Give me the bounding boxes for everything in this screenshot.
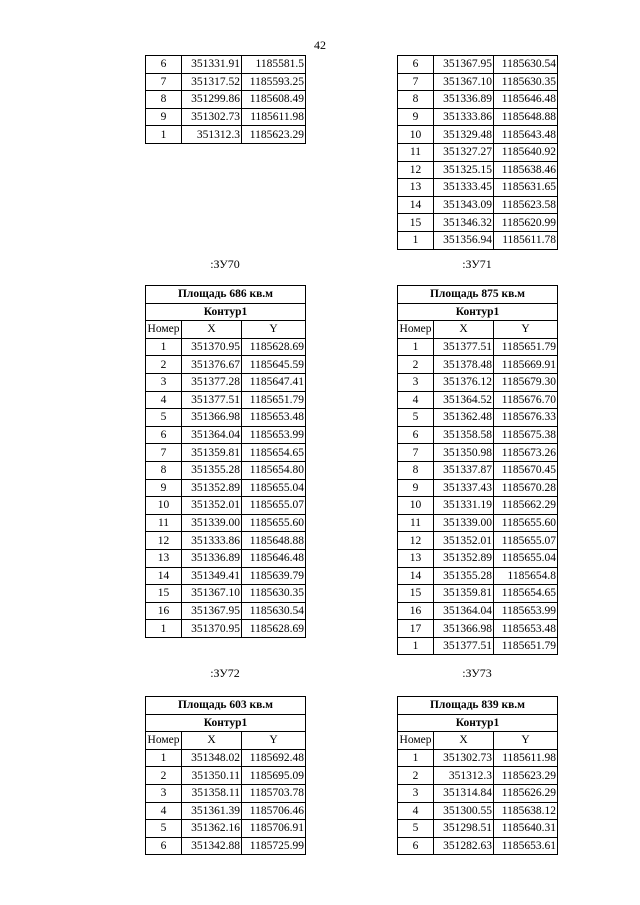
y-coordinate-cell: 1185647.41: [242, 373, 306, 391]
point-number-cell: 1: [146, 338, 182, 356]
y-coordinate-cell: 1185638.12: [494, 802, 558, 820]
y-coordinate-cell: 1185623.58: [494, 196, 558, 214]
table-row: [146, 426, 306, 444]
table-row: [146, 567, 306, 585]
point-number-cell: 5: [146, 409, 182, 427]
x-coordinate-cell: 351367.10: [182, 585, 242, 603]
point-number-cell: 6: [146, 56, 182, 74]
table-row: [146, 73, 306, 91]
point-number-cell: 15: [146, 585, 182, 603]
y-coordinate-cell: 1185655.07: [242, 497, 306, 515]
y-coordinate-cell: 1185653.48: [494, 620, 558, 638]
x-coordinate-cell: 351367.95: [182, 602, 242, 620]
x-coordinate-cell: 351336.89: [182, 549, 242, 567]
x-coordinate-cell: 351343.09: [434, 196, 494, 214]
plot-table-zu71: [397, 285, 558, 655]
y-coordinate-cell: 1185640.31: [494, 820, 558, 838]
y-coordinate-cell: 1185611.98: [242, 108, 306, 126]
point-number-cell: 1: [398, 637, 434, 655]
point-number-cell: 2: [146, 356, 182, 374]
area-row: [146, 697, 306, 715]
table-row: [398, 637, 558, 655]
table-row: [146, 373, 306, 391]
table-row: [398, 231, 558, 249]
contour-row: [398, 303, 558, 321]
table-row: [146, 444, 306, 462]
x-coordinate-cell: 351300.55: [434, 802, 494, 820]
y-coordinate-cell: 1185651.79: [494, 338, 558, 356]
table-row: [146, 461, 306, 479]
table-row: [398, 820, 558, 838]
contour-row: [398, 714, 558, 732]
table-row: [146, 549, 306, 567]
point-number-cell: 3: [398, 373, 434, 391]
x-coordinate-cell: 351325.15: [434, 161, 494, 179]
table-row: [398, 514, 558, 532]
column-header-number: Номер: [398, 321, 434, 339]
table-row: [146, 91, 306, 109]
x-coordinate-cell: 351359.81: [434, 585, 494, 603]
point-number-cell: 7: [146, 444, 182, 462]
column-header-y: Y: [494, 321, 558, 339]
table-row: [398, 126, 558, 144]
y-coordinate-cell: 1185623.29: [242, 126, 306, 144]
point-number-cell: 4: [146, 802, 182, 820]
y-coordinate-cell: 1185653.48: [242, 409, 306, 427]
y-coordinate-cell: 1185670.28: [494, 479, 558, 497]
x-coordinate-cell: 351350.11: [182, 767, 242, 785]
y-coordinate-cell: 1185673.26: [494, 444, 558, 462]
column-header-row: [398, 321, 558, 339]
x-coordinate-cell: 351358.58: [434, 426, 494, 444]
x-coordinate-cell: 351367.95: [434, 56, 494, 74]
y-coordinate-cell: 1185706.91: [242, 820, 306, 838]
table-row: [398, 391, 558, 409]
x-coordinate-cell: 351352.01: [182, 497, 242, 515]
y-coordinate-cell: 1185654.65: [242, 444, 306, 462]
y-coordinate-cell: 1185630.35: [494, 73, 558, 91]
x-coordinate-cell: 351364.52: [434, 391, 494, 409]
column-header-x: X: [434, 732, 494, 750]
point-number-cell: 4: [398, 802, 434, 820]
column-header-x: X: [182, 732, 242, 750]
x-coordinate-cell: 351337.43: [434, 479, 494, 497]
point-number-cell: 6: [146, 837, 182, 855]
y-coordinate-cell: 1185648.88: [494, 108, 558, 126]
table-row: [398, 338, 558, 356]
x-coordinate-cell: 351329.48: [434, 126, 494, 144]
point-number-cell: 4: [398, 391, 434, 409]
table-row: [398, 56, 558, 74]
plot-table-zu70: [145, 285, 306, 638]
point-number-cell: 7: [146, 73, 182, 91]
x-coordinate-cell: 351355.28: [434, 567, 494, 585]
point-number-cell: 5: [398, 820, 434, 838]
point-number-cell: 1: [146, 126, 182, 144]
x-coordinate-cell: 351356.94: [434, 231, 494, 249]
table-row: [146, 602, 306, 620]
table-row: [146, 767, 306, 785]
point-number-cell: 2: [398, 356, 434, 374]
table-row: [146, 514, 306, 532]
x-coordinate-cell: 351378.48: [434, 356, 494, 374]
table-row: [398, 767, 558, 785]
y-coordinate-cell: 1185608.49: [242, 91, 306, 109]
point-number-cell: 14: [398, 567, 434, 585]
y-coordinate-cell: 1185593.25: [242, 73, 306, 91]
column-header-number: Номер: [398, 732, 434, 750]
column-header-x: X: [182, 321, 242, 339]
x-coordinate-cell: 351364.04: [182, 426, 242, 444]
table-row: [398, 497, 558, 515]
x-coordinate-cell: 351367.10: [434, 73, 494, 91]
point-number-cell: 17: [398, 620, 434, 638]
point-number-cell: 11: [398, 143, 434, 161]
x-coordinate-cell: 351302.73: [434, 749, 494, 767]
y-coordinate-cell: 1185692.48: [242, 749, 306, 767]
x-coordinate-cell: 351333.45: [434, 179, 494, 197]
table-row: [398, 461, 558, 479]
coordinates-table-continuation-left: [145, 55, 306, 144]
table-row: [146, 532, 306, 550]
column-header-number: Номер: [146, 321, 182, 339]
table-row: [398, 143, 558, 161]
table-row: [398, 784, 558, 802]
x-coordinate-cell: 351377.51: [434, 338, 494, 356]
table-row: [398, 373, 558, 391]
x-coordinate-cell: 351376.12: [434, 373, 494, 391]
table-row: [146, 620, 306, 638]
x-coordinate-cell: 351355.28: [182, 461, 242, 479]
column-header-row: [146, 321, 306, 339]
x-coordinate-cell: 351333.86: [434, 108, 494, 126]
plot-label-zu72: :ЗУ72: [210, 666, 240, 680]
table-row: [146, 820, 306, 838]
point-number-cell: 3: [146, 784, 182, 802]
x-coordinate-cell: 351312.3: [182, 126, 242, 144]
point-number-cell: 8: [398, 461, 434, 479]
plot-table-zu72: [145, 696, 306, 855]
contour-row: [146, 303, 306, 321]
point-number-cell: 11: [398, 514, 434, 532]
y-coordinate-cell: 1185623.29: [494, 767, 558, 785]
y-coordinate-cell: 1185611.78: [494, 231, 558, 249]
y-coordinate-cell: 1185638.46: [494, 161, 558, 179]
y-coordinate-cell: 1185628.69: [242, 338, 306, 356]
y-coordinate-cell: 1185662.29: [494, 497, 558, 515]
x-coordinate-cell: 351366.98: [182, 409, 242, 427]
table-row: [398, 479, 558, 497]
point-number-cell: 1: [146, 749, 182, 767]
x-coordinate-cell: 351299.86: [182, 91, 242, 109]
table-row: [146, 409, 306, 427]
table-row: [146, 784, 306, 802]
table-row: [398, 108, 558, 126]
y-coordinate-cell: 1185655.04: [494, 549, 558, 567]
point-number-cell: 8: [146, 91, 182, 109]
table-row: [146, 56, 306, 74]
x-coordinate-cell: 351350.98: [434, 444, 494, 462]
coordinates-table-continuation-right: [397, 55, 558, 250]
point-number-cell: 6: [398, 426, 434, 444]
x-coordinate-cell: 351377.51: [182, 391, 242, 409]
point-number-cell: 1: [146, 620, 182, 638]
y-coordinate-cell: 1185630.54: [494, 56, 558, 74]
column-header-y: Y: [242, 732, 306, 750]
page-number: 42: [314, 38, 326, 52]
area-heading: Площадь 603 кв.м: [146, 697, 306, 715]
plot-label-zu70: :ЗУ70: [210, 257, 240, 271]
point-number-cell: 16: [398, 602, 434, 620]
y-coordinate-cell: 1185679.30: [494, 373, 558, 391]
table-row: [398, 161, 558, 179]
table-row: [146, 108, 306, 126]
area-row: [398, 286, 558, 304]
y-coordinate-cell: 1185653.61: [494, 837, 558, 855]
point-number-cell: 6: [398, 56, 434, 74]
point-number-cell: 10: [398, 497, 434, 515]
point-number-cell: 2: [398, 767, 434, 785]
point-number-cell: 9: [398, 108, 434, 126]
y-coordinate-cell: 1185626.29: [494, 784, 558, 802]
x-coordinate-cell: 351358.11: [182, 784, 242, 802]
x-coordinate-cell: 351362.48: [434, 409, 494, 427]
x-coordinate-cell: 351312.3: [434, 767, 494, 785]
x-coordinate-cell: 351370.95: [182, 338, 242, 356]
table-row: [398, 567, 558, 585]
x-coordinate-cell: 351364.04: [434, 602, 494, 620]
point-number-cell: 6: [146, 426, 182, 444]
x-coordinate-cell: 351349.41: [182, 567, 242, 585]
y-coordinate-cell: 1185653.99: [242, 426, 306, 444]
contour-heading: Контур1: [398, 303, 558, 321]
y-coordinate-cell: 1185645.59: [242, 356, 306, 374]
x-coordinate-cell: 351342.88: [182, 837, 242, 855]
x-coordinate-cell: 351376.67: [182, 356, 242, 374]
y-coordinate-cell: 1185655.04: [242, 479, 306, 497]
point-number-cell: 1: [398, 231, 434, 249]
x-coordinate-cell: 351370.95: [182, 620, 242, 638]
column-header-row: [146, 732, 306, 750]
y-coordinate-cell: 1185651.79: [242, 391, 306, 409]
x-coordinate-cell: 351346.32: [434, 214, 494, 232]
y-coordinate-cell: 1185651.79: [494, 637, 558, 655]
x-coordinate-cell: 351352.89: [182, 479, 242, 497]
y-coordinate-cell: 1185725.99: [242, 837, 306, 855]
area-heading: Площадь 686 кв.м: [146, 286, 306, 304]
plot-label-zu71: :ЗУ71: [462, 257, 492, 271]
point-number-cell: 6: [398, 837, 434, 855]
y-coordinate-cell: 1185655.60: [242, 514, 306, 532]
table-row: [398, 356, 558, 374]
point-number-cell: 11: [146, 514, 182, 532]
point-number-cell: 13: [398, 549, 434, 567]
point-number-cell: 15: [398, 585, 434, 603]
x-coordinate-cell: 351362.16: [182, 820, 242, 838]
table-row: [398, 196, 558, 214]
point-number-cell: 10: [146, 497, 182, 515]
y-coordinate-cell: 1185655.07: [494, 532, 558, 550]
y-coordinate-cell: 1185611.98: [494, 749, 558, 767]
area-row: [146, 286, 306, 304]
y-coordinate-cell: 1185646.48: [242, 549, 306, 567]
point-number-cell: 8: [146, 461, 182, 479]
point-number-cell: 13: [146, 549, 182, 567]
point-number-cell: 7: [398, 73, 434, 91]
point-number-cell: 8: [398, 91, 434, 109]
point-number-cell: 10: [398, 126, 434, 144]
x-coordinate-cell: 351331.91: [182, 56, 242, 74]
contour-row: [146, 714, 306, 732]
table-row: [146, 585, 306, 603]
table-row: [146, 356, 306, 374]
x-coordinate-cell: 351327.27: [434, 143, 494, 161]
table-row: [398, 549, 558, 567]
point-number-cell: 14: [146, 567, 182, 585]
plot-label-zu73: :ЗУ73: [462, 666, 492, 680]
y-coordinate-cell: 1185676.33: [494, 409, 558, 427]
contour-heading: Контур1: [146, 303, 306, 321]
x-coordinate-cell: 351336.89: [434, 91, 494, 109]
y-coordinate-cell: 1185631.65: [494, 179, 558, 197]
contour-heading: Контур1: [146, 714, 306, 732]
y-coordinate-cell: 1185643.48: [494, 126, 558, 144]
column-header-x: X: [434, 321, 494, 339]
x-coordinate-cell: 351348.02: [182, 749, 242, 767]
table-row: [146, 837, 306, 855]
y-coordinate-cell: 1185628.69: [242, 620, 306, 638]
y-coordinate-cell: 1185630.35: [242, 585, 306, 603]
y-coordinate-cell: 1185675.38: [494, 426, 558, 444]
x-coordinate-cell: 351359.81: [182, 444, 242, 462]
table-row: [398, 214, 558, 232]
table-row: [398, 444, 558, 462]
x-coordinate-cell: 351298.51: [434, 820, 494, 838]
x-coordinate-cell: 351377.51: [434, 637, 494, 655]
table-row: [146, 497, 306, 515]
x-coordinate-cell: 351302.73: [182, 108, 242, 126]
x-coordinate-cell: 351352.01: [434, 532, 494, 550]
table-row: [146, 338, 306, 356]
x-coordinate-cell: 351361.39: [182, 802, 242, 820]
y-coordinate-cell: 1185703.78: [242, 784, 306, 802]
x-coordinate-cell: 351377.28: [182, 373, 242, 391]
y-coordinate-cell: 1185581.5: [242, 56, 306, 74]
x-coordinate-cell: 351282.63: [434, 837, 494, 855]
y-coordinate-cell: 1185655.60: [494, 514, 558, 532]
point-number-cell: 3: [146, 373, 182, 391]
table-row: [398, 532, 558, 550]
point-number-cell: 15: [398, 214, 434, 232]
point-number-cell: 12: [146, 532, 182, 550]
point-number-cell: 12: [398, 161, 434, 179]
table-row: [398, 426, 558, 444]
table-row: [398, 179, 558, 197]
point-number-cell: 3: [398, 784, 434, 802]
table-row: [398, 837, 558, 855]
point-number-cell: 7: [398, 444, 434, 462]
table-row: [398, 749, 558, 767]
x-coordinate-cell: 351314.84: [434, 784, 494, 802]
x-coordinate-cell: 351339.00: [182, 514, 242, 532]
table-row: [146, 749, 306, 767]
area-heading: Площадь 875 кв.м: [398, 286, 558, 304]
y-coordinate-cell: 1185630.54: [242, 602, 306, 620]
table-row: [146, 479, 306, 497]
y-coordinate-cell: 1185654.8: [494, 567, 558, 585]
table-row: [398, 73, 558, 91]
point-number-cell: 9: [146, 108, 182, 126]
area-heading: Площадь 839 кв.м: [398, 697, 558, 715]
column-header-y: Y: [494, 732, 558, 750]
y-coordinate-cell: 1185676.70: [494, 391, 558, 409]
y-coordinate-cell: 1185653.99: [494, 602, 558, 620]
column-header-row: [398, 732, 558, 750]
x-coordinate-cell: 351333.86: [182, 532, 242, 550]
y-coordinate-cell: 1185670.45: [494, 461, 558, 479]
table-row: [146, 126, 306, 144]
point-number-cell: 14: [398, 196, 434, 214]
column-header-number: Номер: [146, 732, 182, 750]
contour-heading: Контур1: [398, 714, 558, 732]
table-row: [398, 585, 558, 603]
point-number-cell: 5: [146, 820, 182, 838]
point-number-cell: 13: [398, 179, 434, 197]
y-coordinate-cell: 1185648.88: [242, 532, 306, 550]
y-coordinate-cell: 1185646.48: [494, 91, 558, 109]
table-row: [398, 409, 558, 427]
area-row: [398, 697, 558, 715]
y-coordinate-cell: 1185706.46: [242, 802, 306, 820]
table-row: [398, 802, 558, 820]
x-coordinate-cell: 351352.89: [434, 549, 494, 567]
plot-table-zu73: [397, 696, 558, 855]
x-coordinate-cell: 351317.52: [182, 73, 242, 91]
table-row: [398, 620, 558, 638]
table-row: [398, 602, 558, 620]
x-coordinate-cell: 351337.87: [434, 461, 494, 479]
y-coordinate-cell: 1185620.99: [494, 214, 558, 232]
x-coordinate-cell: 351331.19: [434, 497, 494, 515]
table-row: [398, 91, 558, 109]
point-number-cell: 2: [146, 767, 182, 785]
y-coordinate-cell: 1185695.09: [242, 767, 306, 785]
y-coordinate-cell: 1185639.79: [242, 567, 306, 585]
point-number-cell: 1: [398, 749, 434, 767]
point-number-cell: 16: [146, 602, 182, 620]
table-row: [146, 802, 306, 820]
y-coordinate-cell: 1185640.92: [494, 143, 558, 161]
y-coordinate-cell: 1185654.65: [494, 585, 558, 603]
column-header-y: Y: [242, 321, 306, 339]
y-coordinate-cell: 1185654.80: [242, 461, 306, 479]
point-number-cell: 4: [146, 391, 182, 409]
point-number-cell: 12: [398, 532, 434, 550]
x-coordinate-cell: 351339.00: [434, 514, 494, 532]
y-coordinate-cell: 1185669.91: [494, 356, 558, 374]
point-number-cell: 5: [398, 409, 434, 427]
point-number-cell: 1: [398, 338, 434, 356]
point-number-cell: 9: [146, 479, 182, 497]
point-number-cell: 9: [398, 479, 434, 497]
table-row: [146, 391, 306, 409]
x-coordinate-cell: 351366.98: [434, 620, 494, 638]
